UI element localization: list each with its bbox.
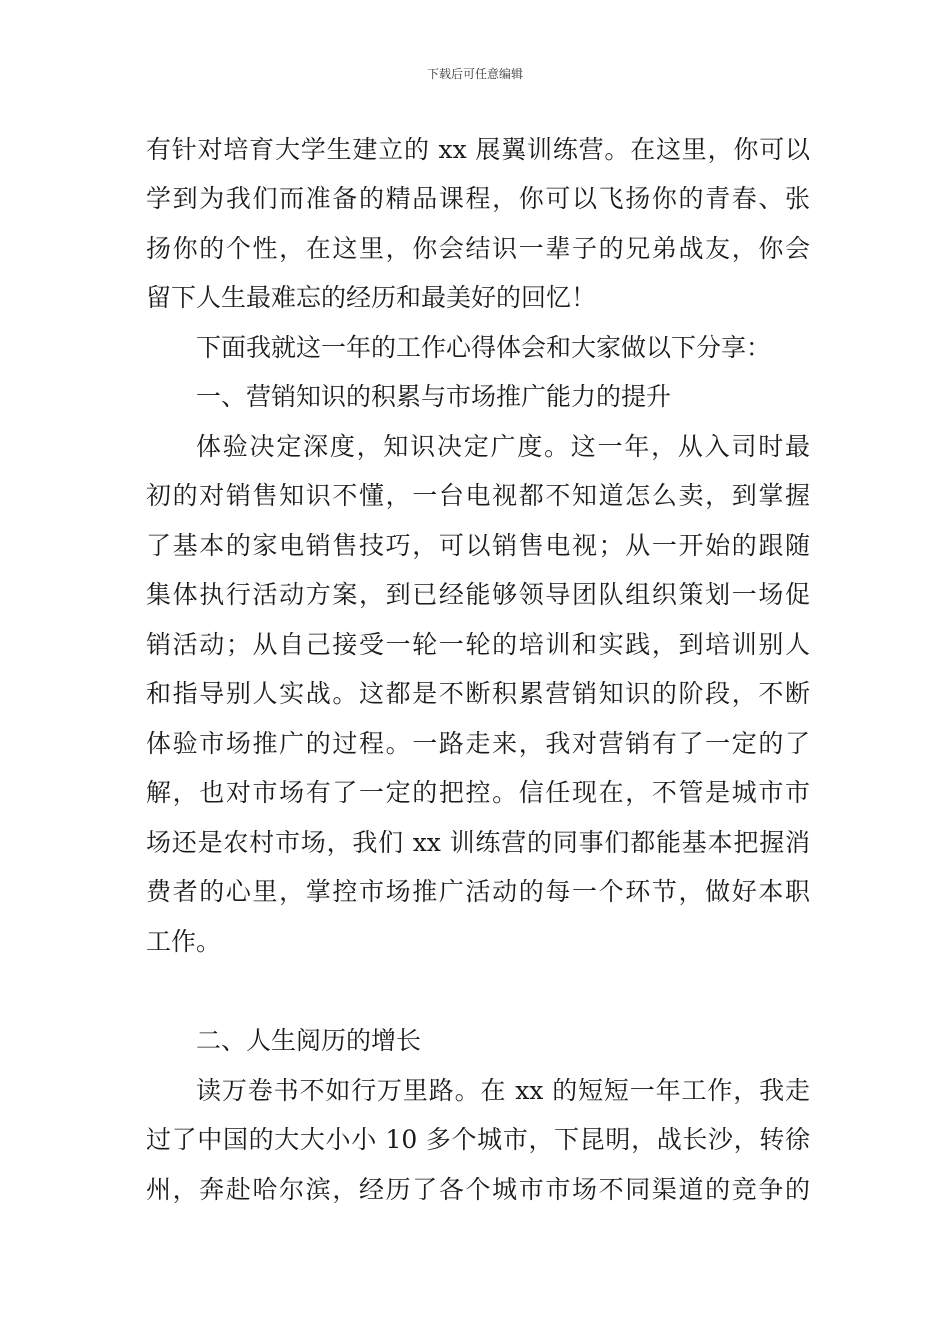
- section-heading: 一、营销知识的积累与市场推广能力的提升: [196, 382, 672, 411]
- body-line: 费者的心里，掌控市场推广活动的每一个环节，做好本职: [146, 877, 810, 906]
- body-line: 场还是农村市场，我们 xx 训练营的同事们都能基本把握消: [146, 828, 810, 857]
- body-line: 和指导别人实战。这都是不断积累营销知识的阶段，不断: [146, 679, 810, 708]
- body-line: 体验决定深度，知识决定广度。这一年，从入司时最: [196, 432, 810, 461]
- body-line: 留下人生最难忘的经历和最美好的回忆！: [146, 283, 597, 312]
- body-line: 了基本的家电销售技巧，可以销售电视；从一开始的跟随: [146, 531, 810, 560]
- body-line: 下面我就这一年的工作心得体会和大家做以下分享：: [196, 333, 772, 362]
- body-line: 初的对销售知识不懂，一台电视都不知道怎么卖，到掌握: [146, 481, 810, 510]
- body-line: 有针对培育大学生建立的 xx 展翼训练营。在这里，你可以: [146, 135, 810, 164]
- body-line: 过了中国的大大小小 10 多个城市，下昆明，战长沙，转徐: [146, 1125, 810, 1154]
- body-line: 体验市场推广的过程。一路走来，我对营销有了一定的了: [146, 729, 810, 758]
- body-line: 学到为我们而准备的精品课程，你可以飞扬你的青春、张: [146, 184, 810, 213]
- body-line: 销活动；从自己接受一轮一轮的培训和实践，到培训别人: [146, 630, 810, 659]
- body-line: 读万卷书不如行万里路。在 xx 的短短一年工作，我走: [196, 1076, 810, 1105]
- body-line: 集体执行活动方案，到已经能够领导团队组织策划一场促: [146, 580, 810, 609]
- body-line: 州，奔赴哈尔滨，经历了各个城市市场不同渠道的竞争的: [146, 1175, 810, 1204]
- body-line: 解，也对市场有了一定的把控。信任现在，不管是城市市: [146, 778, 810, 807]
- page-header: 下载后可任意编辑: [426, 67, 523, 81]
- section-heading: 二、人生阅历的增长: [196, 1026, 422, 1055]
- body-line: 工作。: [146, 927, 222, 956]
- body-line: 扬你的个性，在这里，你会结识一辈子的兄弟战友，你会: [146, 234, 810, 263]
